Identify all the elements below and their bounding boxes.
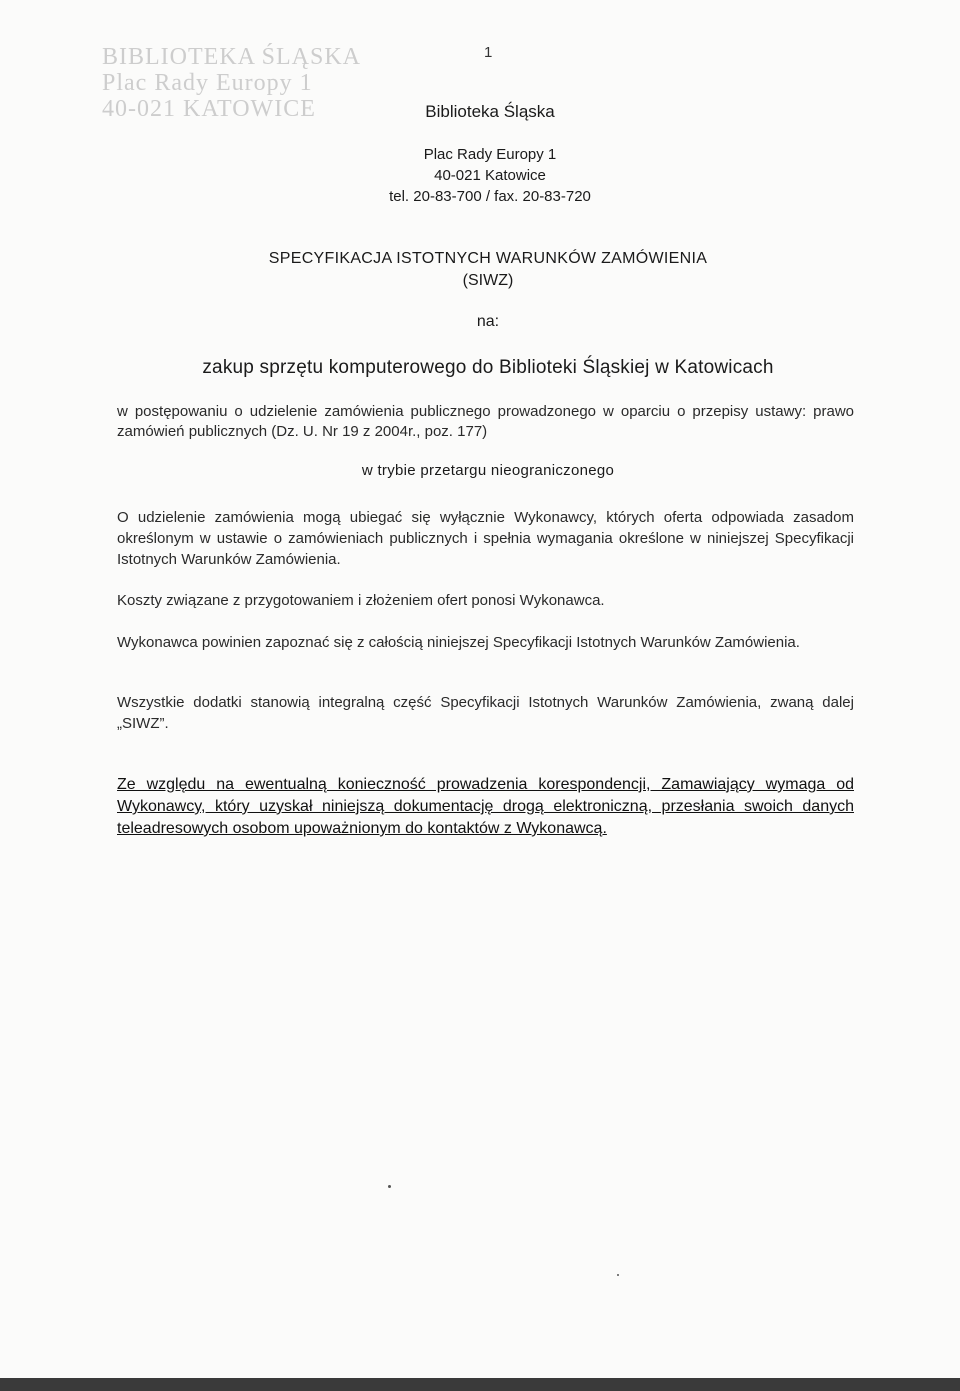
document-abbreviation: (SIWZ): [462, 272, 514, 289]
email-notice-paragraph: Ze względu na ewentualną konieczność prowadzenia korespondencji, Zamawiający wymaga od Wykonawcy, który uzyskał niniejszą dokumentację drogą elektroniczną, przesłania swoich danych teleadresowych osobom upoważnionym do kontaktów z Wykonawcą.: [117, 776, 854, 837]
phone-fax: tel. 20-83-700 / fax. 20-83-720: [389, 188, 591, 205]
stamp-line-1: BIBLIOTEKA ŚLĄSKA: [102, 44, 362, 70]
read-spec-paragraph: Wykonawca powinien zapoznać się z całością niniejszej Specyfikacji Istotnych Warunków Zamówienia.: [117, 634, 800, 651]
scan-speck: [617, 1274, 619, 1276]
procurement-subject: zakup sprzętu komputerowego do Biblioteki Śląskiej w Katowicach: [202, 357, 774, 378]
scan-speck: [388, 1185, 391, 1188]
organization-name: Biblioteka Śląska: [425, 102, 555, 121]
eligibility-paragraph: O udzielenie zamówienia mogą ubiegać się wyłącznie Wykonawcy, których oferta odpowiada zasadom określonym w ustawie o zamówieniach publicznych i spełnia wymagania określone w niniejszej Specyfikacji Istotnych Warunków Zamówienia.: [117, 509, 854, 568]
title-na: na:: [476, 313, 500, 330]
costs-paragraph: Koszty związane z przygotowaniem i złożeniem ofert ponosi Wykonawca.: [117, 592, 605, 609]
page-number: 1: [484, 44, 493, 61]
address-line-1: Plac Rady Europy 1: [423, 146, 557, 163]
procedure-mode: w trybie przetargu nieograniczonego: [361, 462, 615, 479]
document-title: SPECYFIKACJA ISTOTNYCH WARUNKÓW ZAMÓWIENIA: [268, 250, 708, 267]
legal-basis-paragraph: w postępowaniu o udzielenie zamówienia publicznego prowadzonego w oparciu o przepisy ustawy: prawo zamówień publicznych (Dz. U. Nr 19 z 2004r., poz. 177): [117, 403, 854, 440]
scan-edge: [0, 1378, 960, 1391]
stamp-line-2: Plac Rady Europy 1: [102, 70, 313, 96]
stamp-line-3: 40-021 KATOWICE: [102, 96, 316, 122]
address-line-2: 40-021 Katowice: [434, 167, 546, 184]
attachments-paragraph: Wszystkie dodatki stanowią integralną część Specyfikacji Istotnych Warunków Zamówienia, zwaną dalej „SIWZ”.: [117, 694, 854, 732]
